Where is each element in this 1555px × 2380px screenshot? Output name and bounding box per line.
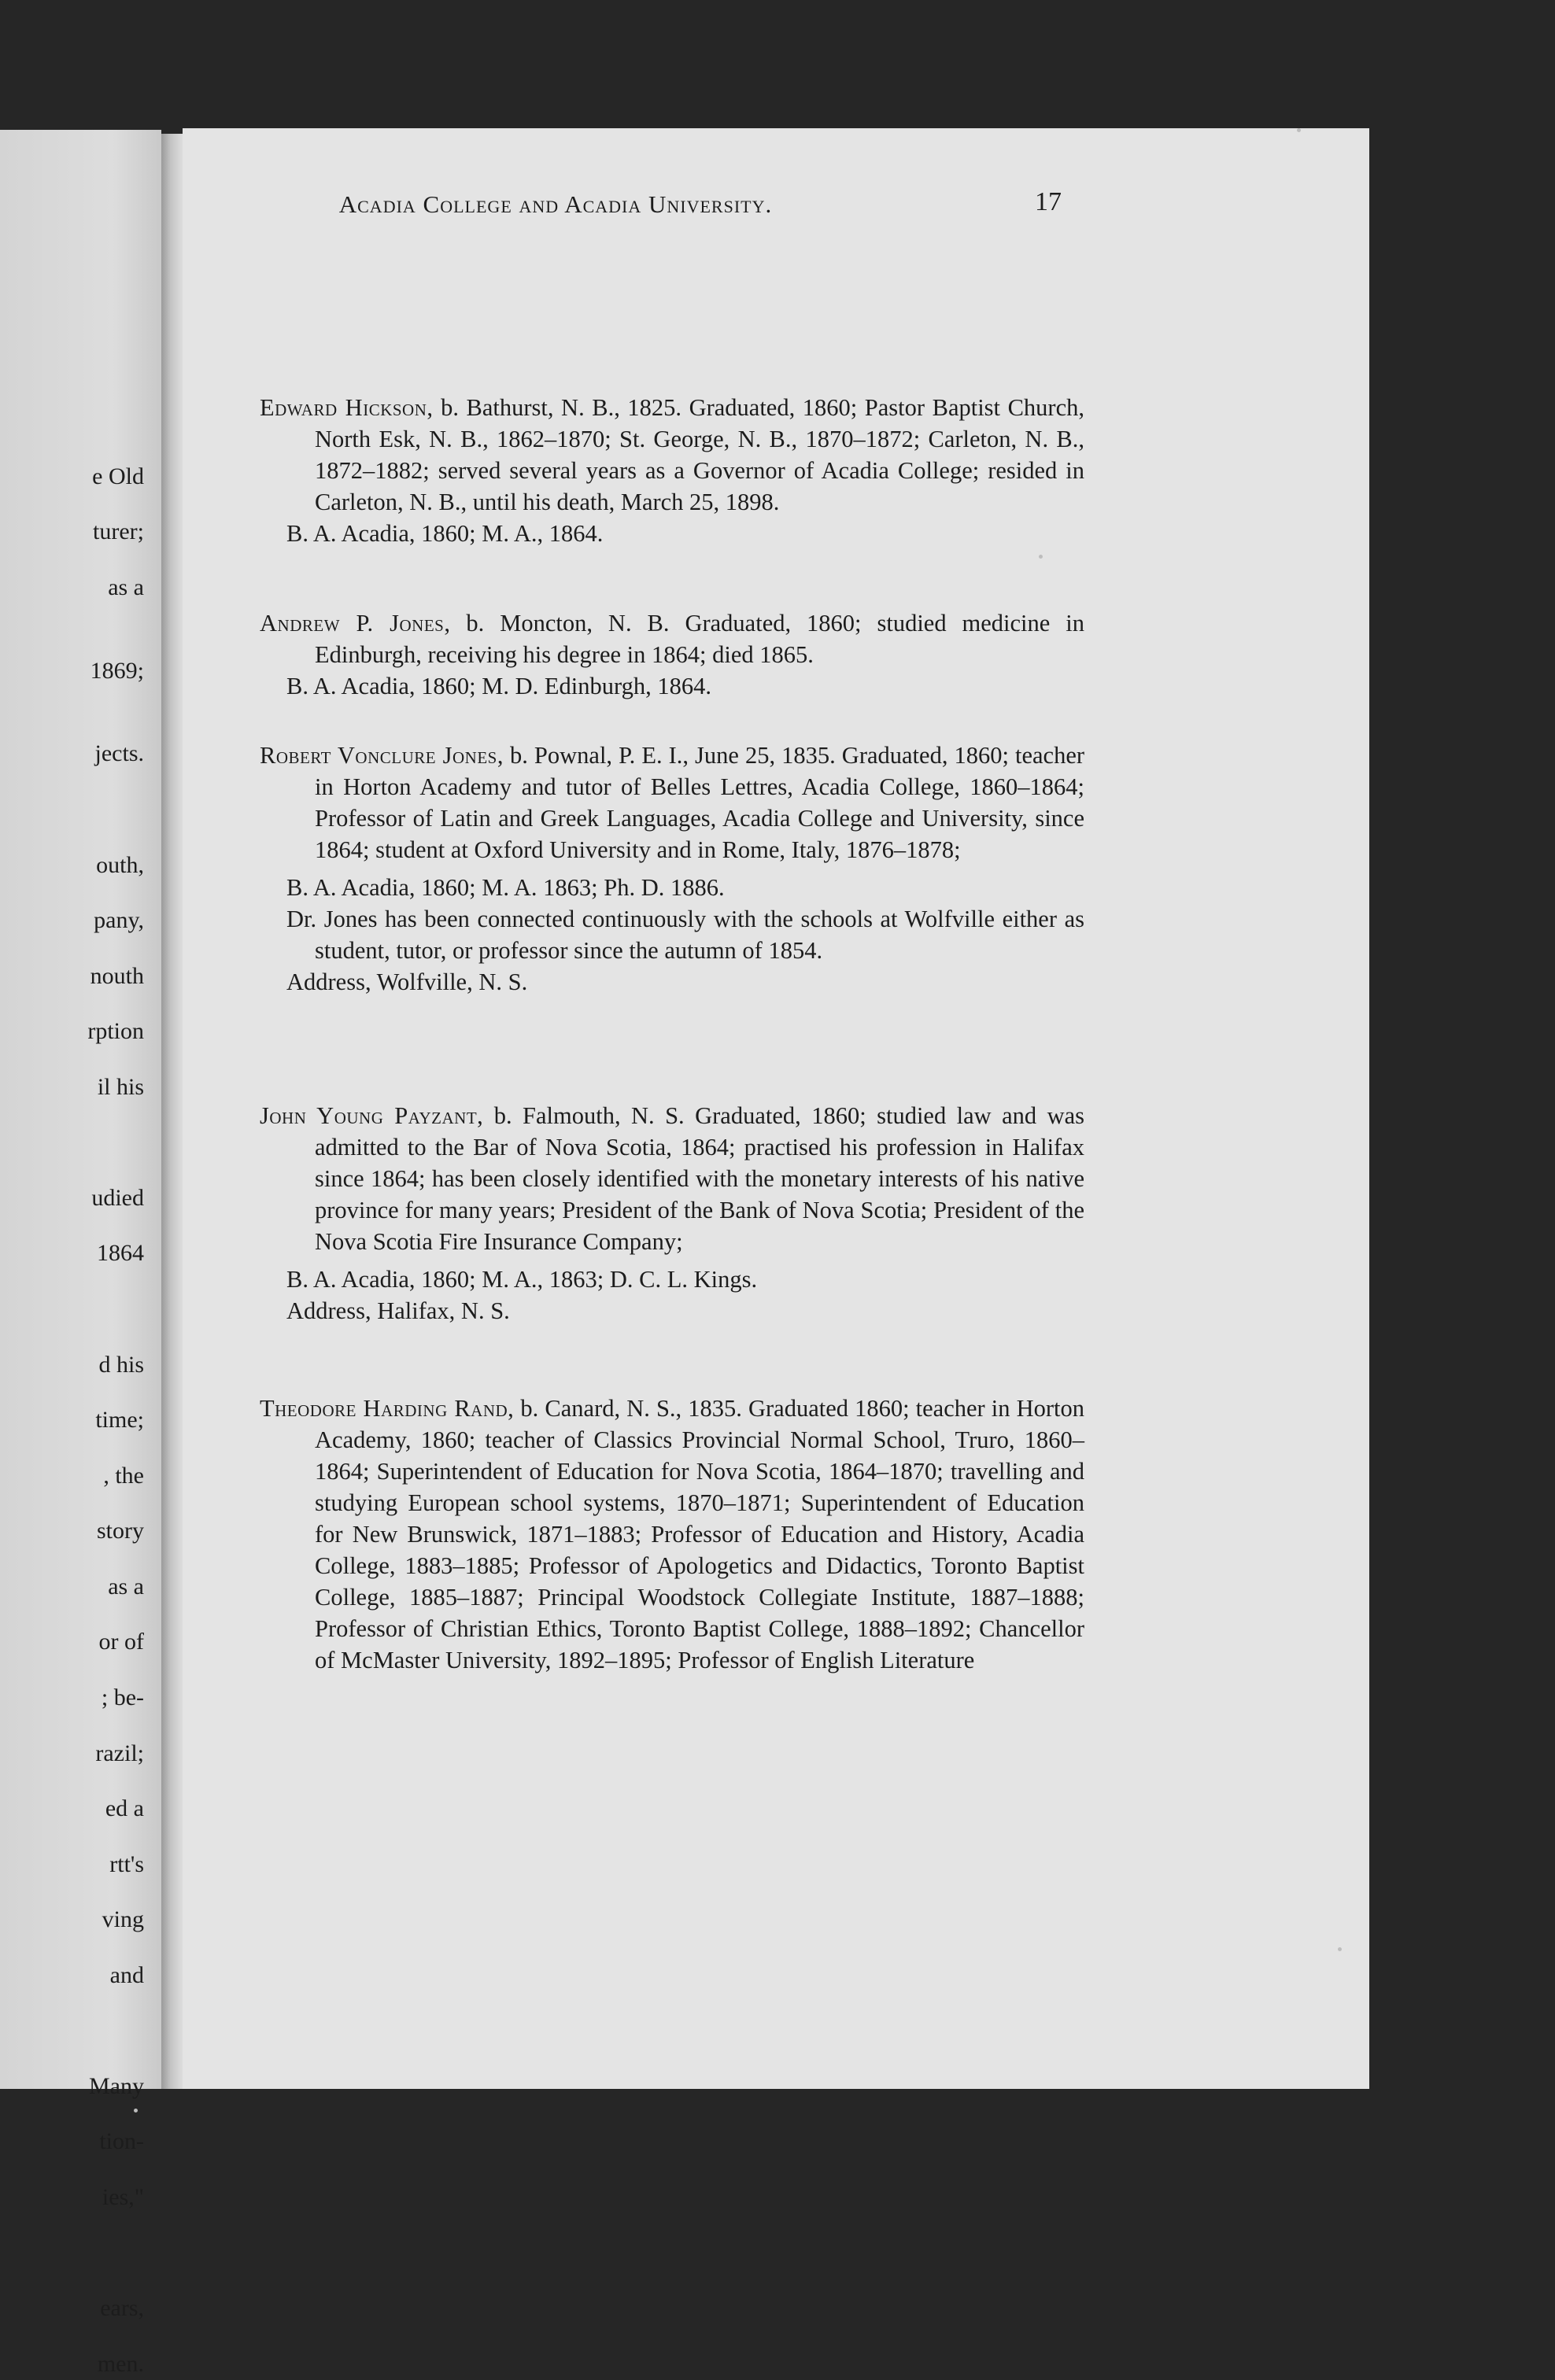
entry-name: Edward Hickson, (260, 394, 434, 421)
left-page-fragment: ed a (105, 1795, 144, 1822)
left-page-fragment: jects. (94, 740, 144, 767)
entry-bio: b. Bathurst, N. B., 1825. Graduated, 1860; Pastor Baptist Church, North Esk, N. B., 1862–1870; St. George, N. B., 1870–1872; Carleton, N. B., 1872–1882; served several years as a Governor of Acadia College; resided in Carleton, N. B., until his death, March 25, 1898. (315, 394, 1084, 515)
left-page-fragment: ; be- (101, 1684, 144, 1710)
dust-speck (1338, 1947, 1342, 1951)
entry-bio: b. Moncton, N. B. Graduated, 1860; studied medicine in Edinburgh, receiving his degree in 1864; died 1865. (315, 610, 1084, 668)
entry-bio: b. Falmouth, N. S. Graduated, 1860; studied law and was admitted to the Bar of Nova Scotia, 1864; practised his profession in Halifax since 1864; has been closely identified with the monetary interests of his native province for many years; President of the Bank of Nova Scotia; President of the Nova Scotia Fire Insurance Company; (315, 1102, 1085, 1255)
left-page-fragment: rption (87, 1018, 144, 1045)
entry-bio: b. Canard, N. S., 1835. Graduated 1860; teacher in Horton Academy, 1860; teacher of Classics Provincial Normal School, Truro, 1860–1864; Superintendent of Education for Nova Scotia, 1864–1870; travelling and studying European school systems, 1870–1871; Superintendent of Education for New Brunswick, 1871–1883; Professor of Education and History, Acadia College, 1883–1885; Professor of Apologetics and Didactics, Toronto Baptist College, 1885–1887; Principal Woodstock Collegiate Institute, 1887–1888; Professor of Christian Ethics, Toronto Baptist College, 1888–1892; Chancellor of McMaster University, 1892–1895; Professor of English Literature (315, 1395, 1085, 1673)
dust-speck (1297, 128, 1301, 132)
left-page-fragment: time; (95, 1407, 144, 1434)
left-page-fragment: as a (108, 1573, 144, 1600)
left-page-fragment: men. (97, 2350, 144, 2377)
left-page-fragment: e Old (92, 463, 144, 489)
dust-speck (1039, 555, 1043, 559)
dust-speck (134, 2109, 138, 2112)
left-page-fragment: as a (108, 574, 144, 600)
running-header: Acadia College and Acadia University. (338, 190, 773, 218)
entry-rand (260, 1393, 1084, 1676)
entry-name: John Young Payzant, (260, 1102, 484, 1129)
entry-degrees: B. A. Acadia, 1860; M. A. 1863; Ph. D. 1886. (286, 874, 725, 901)
entry-payzant (260, 1100, 1084, 1327)
left-facing-page (0, 130, 161, 2377)
left-page-fragment: nouth (90, 962, 144, 989)
entry-address: Address, Wolfville, N. S. (286, 969, 528, 995)
entry-robert-jones (260, 740, 1084, 998)
left-page-fragment: ears, (100, 2295, 144, 2322)
entry-andrew-jones (260, 607, 1084, 702)
left-page-fragment: outh, (96, 851, 144, 878)
left-page-fragment: turer; (93, 518, 144, 545)
entry-degrees: B. A. Acadia, 1860; M. D. Edinburgh, 1864. (286, 673, 711, 699)
left-page-fragment: pany, (94, 907, 144, 934)
entry-degrees: B. A. Acadia, 1860; M. A., 1863; D. C. L. Kings. (286, 1266, 758, 1293)
entry-degrees: B. A. Acadia, 1860; M. A., 1864. (286, 520, 604, 547)
entry-note: Dr. Jones has been connected continuously with the schools at Wolfville either as student, tutor, or professor since the autumn of 1854. (286, 906, 1084, 964)
page-number: 17 (1035, 187, 1062, 216)
book-gutter (161, 134, 185, 2089)
left-page-fragment: ies," (102, 2184, 144, 2210)
left-page-fragment: rtt's (109, 1850, 144, 1877)
left-page-fragment: udied (91, 1184, 144, 1211)
left-page-fragment: d his (98, 1351, 144, 1378)
left-page-fragment: or of (98, 1629, 144, 1655)
left-page-fragment: razil; (95, 1740, 144, 1766)
entry-name: Andrew P. Jones, (260, 610, 451, 637)
left-page-fragment: , the (103, 1462, 144, 1489)
left-page-fragment: 1869; (90, 657, 144, 684)
left-page-fragment: story (97, 1518, 144, 1544)
left-page-fragment: Many (89, 2072, 144, 2099)
left-page-fragment: and (109, 1961, 144, 1988)
left-page-fragment: 1864 (97, 1240, 144, 1267)
entry-hickson (260, 392, 1084, 549)
entry-address: Address, Halifax, N. S. (286, 1297, 510, 1324)
left-page-fragment: ving (102, 1906, 144, 1933)
entry-bio: b. Pownal, P. E. I., June 25, 1835. Graduated, 1860; teacher in Horton Academy and tutor of Belles Lettres, Acadia College, 1860–1864; Professor of Latin and Greek Languages, Acadia College and University, since 1864; student at Oxford University and in Rome, Italy, 1876–1878; (315, 742, 1085, 863)
left-page-fragment: tion- (99, 2128, 144, 2155)
left-page-fragment: il his (97, 1073, 144, 1100)
entry-name: Robert Vonclure Jones, (260, 742, 504, 769)
entry-name: Theodore Harding Rand, (260, 1395, 515, 1422)
